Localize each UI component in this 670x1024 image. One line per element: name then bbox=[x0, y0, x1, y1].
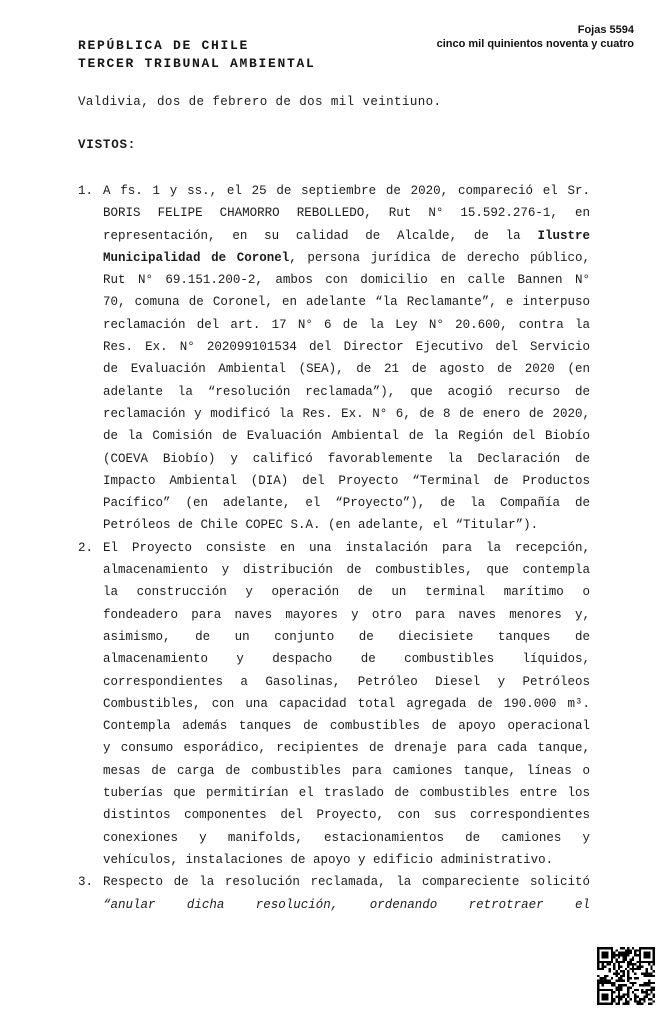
paragraph-list bbox=[78, 180, 590, 916]
text-segment: Res. Ex. N° 202099101534 del Director Ejecutivo del Servicio bbox=[103, 340, 590, 355]
text-segment: (COEVA Biobío) y calificó favorablemente la Declaración de bbox=[103, 451, 590, 466]
text-segment: correspondientes a Gasolinas, Petróleo Diesel y Petróleos bbox=[103, 674, 590, 689]
court-name-line2: TERCER TRIBUNAL AMBIENTAL bbox=[78, 56, 316, 71]
paragraph bbox=[78, 180, 590, 537]
text-line bbox=[103, 715, 590, 737]
text-segment: la construcción y operación de un terminal marítimo o bbox=[103, 585, 590, 600]
text-line bbox=[103, 827, 590, 849]
text-segment: A fs. 1 y ss., el 25 de septiembre de 2020, compareció el Sr. bbox=[103, 184, 590, 198]
text-line bbox=[103, 604, 590, 626]
text-line bbox=[103, 514, 590, 536]
text-line bbox=[103, 871, 590, 893]
text-line bbox=[103, 358, 590, 380]
paragraph-number: 1. bbox=[78, 184, 94, 198]
text-segment: 70, comuna de Coronel, en adelante “la Reclamante”, e interpuso bbox=[103, 295, 590, 310]
text-line bbox=[103, 448, 590, 470]
text-line bbox=[103, 180, 590, 202]
text-line bbox=[103, 403, 590, 425]
text-line bbox=[103, 760, 590, 782]
court-name-line1: REPÚBLICA DE CHILE bbox=[78, 38, 250, 53]
text-segment: Petróleos de Chile COPEC S.A. (en adelante, el “Titular”). bbox=[103, 518, 539, 533]
paragraph bbox=[78, 871, 590, 916]
paragraph-number: 3. bbox=[78, 875, 94, 890]
paragraph-body bbox=[103, 180, 590, 537]
text-line bbox=[103, 737, 590, 759]
text-segment: Combustibles, con una capacidad total agregada de 190.000 m³. bbox=[103, 696, 590, 711]
text-segment: reclamación del art. 17 N° 6 de la Ley N° 20.600, contra la bbox=[103, 317, 590, 332]
fojas-stamp bbox=[437, 24, 634, 51]
text-segment: “anular dicha resolución, ordenando retrotraer el bbox=[103, 897, 590, 912]
text-line bbox=[103, 470, 590, 492]
text-line bbox=[103, 314, 590, 336]
text-segment: de la Comisión de Evaluación Ambiental de la Región del Biobío bbox=[103, 429, 590, 444]
text-segment: representación, en su calidad de Alcalde, de la bbox=[103, 228, 538, 243]
court-header bbox=[78, 37, 316, 73]
paragraph-number: 2. bbox=[78, 540, 94, 555]
text-line bbox=[103, 492, 590, 514]
text-line bbox=[103, 894, 590, 916]
text-line bbox=[103, 225, 590, 247]
text-segment: Respecto de la resolución reclamada, la compareciente solicitó bbox=[103, 875, 590, 890]
text-segment: adelante la “resolución reclamada”), que acogió recurso de bbox=[103, 384, 590, 399]
text-segment: y consumo esporádico, recipientes de drenaje para cada tanque, bbox=[103, 741, 590, 756]
text-segment: mesas de carga de combustibles para camiones tanque, líneas o bbox=[103, 763, 590, 778]
paragraph-body bbox=[103, 537, 590, 871]
text-segment: Contempla además tanques de combustibles de apoyo operacional bbox=[103, 719, 590, 734]
text-line bbox=[103, 648, 590, 670]
section-heading-vistos: VISTOS: bbox=[78, 138, 137, 152]
text-line bbox=[103, 849, 590, 871]
text-segment: asimismo, de un conjunto de diecisiete tanques de bbox=[103, 629, 590, 644]
text-segment: reclamación y modificó la Res. Ex. N° 6, de 8 de enero de 2020, bbox=[103, 406, 590, 421]
text-line bbox=[103, 202, 590, 224]
paragraph bbox=[78, 537, 590, 871]
text-segment: de Evaluación Ambiental (SEA), de 21 de agosto de 2020 (en bbox=[103, 362, 590, 377]
text-segment: , persona jurídica de derecho público, bbox=[289, 250, 591, 265]
text-line bbox=[103, 782, 590, 804]
text-segment: Impacto Ambiental (DIA) del Proyecto “Terminal de Productos bbox=[103, 473, 590, 488]
text-line bbox=[103, 693, 590, 715]
text-line bbox=[103, 626, 590, 648]
text-line bbox=[103, 559, 590, 581]
text-segment: distintos componentes del Proyecto, con sus correspondientes bbox=[103, 808, 590, 823]
text-segment: fondeadero para naves mayores y otro para naves menores y, bbox=[103, 607, 590, 622]
text-line bbox=[103, 247, 590, 269]
text-segment: Pacífico” (en adelante, el “Proyecto”), de la Compañía de bbox=[103, 496, 590, 511]
text-line bbox=[103, 425, 590, 447]
text-line bbox=[103, 671, 590, 693]
text-segment: almacenamiento y despacho de combustibles líquidos, bbox=[103, 652, 590, 667]
text-segment: BORIS FELIPE CHAMORRO REBOLLEDO, Rut N° 15.592.276-1, en bbox=[103, 206, 590, 221]
text-line bbox=[103, 537, 590, 559]
text-line bbox=[103, 381, 590, 403]
text-line bbox=[103, 269, 590, 291]
text-segment: vehículos, instalaciones de apoyo y edificio administrativo. bbox=[103, 852, 554, 867]
text-segment: conexiones y manifolds, estacionamientos de camiones y bbox=[103, 830, 590, 845]
text-segment: Rut N° 69.151.200-2, ambos con domicilio en calle Bannen N° bbox=[103, 273, 590, 288]
text-segment: Municipalidad de Coronel bbox=[103, 250, 290, 265]
text-line bbox=[103, 804, 590, 826]
fojas-words: cinco mil quinientos noventa y cuatro bbox=[436, 37, 634, 50]
text-line bbox=[103, 291, 590, 313]
dateline: Valdivia, dos de febrero de dos mil veintiuno. bbox=[78, 95, 442, 109]
text-line bbox=[103, 336, 590, 358]
text-line bbox=[103, 581, 590, 603]
text-segment: El Proyecto consiste en una instalación para la recepción, bbox=[103, 540, 590, 555]
text-segment: almacenamiento y distribución de combustibles, que contempla bbox=[103, 563, 590, 578]
fojas-number: Fojas 5594 bbox=[577, 24, 634, 36]
text-segment: Ilustre bbox=[537, 228, 590, 243]
qr-code bbox=[597, 947, 655, 1005]
paragraph-body bbox=[103, 871, 590, 916]
text-segment: tuberías que permitirían el traslado de combustibles entre los bbox=[103, 786, 590, 801]
